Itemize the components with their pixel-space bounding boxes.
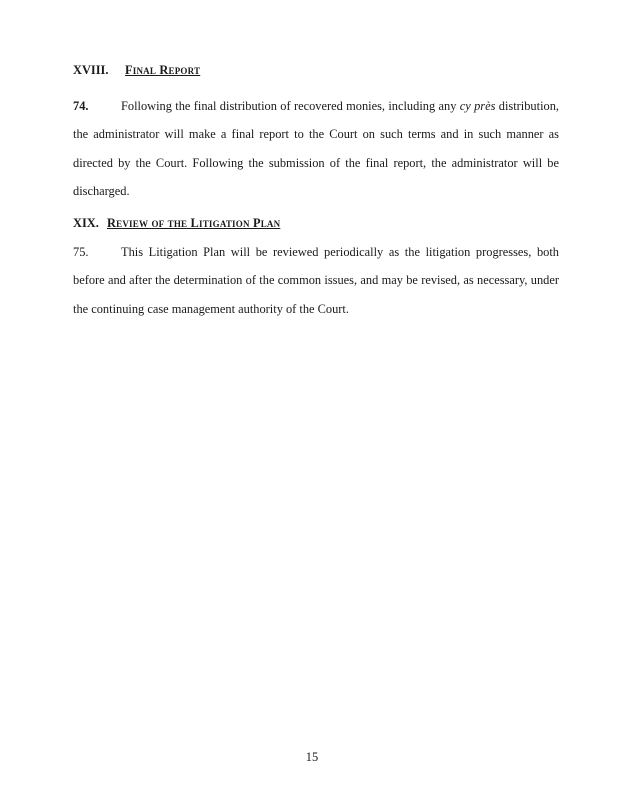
paragraph-text: Following the final distribution of recovered monies, including any cy près distribution, the administrator will make a final report to the Court on such terms and in such manner as directed by the Court. Following the submission of the final report, the administrator will be discharged. <box>73 98 559 199</box>
section-heading-final-report <box>73 56 559 85</box>
section-number: XIX. <box>73 215 99 230</box>
section-heading-review-litigation-plan <box>73 209 559 238</box>
section-title: Final Report <box>125 63 201 77</box>
paragraph-75 <box>73 238 559 324</box>
paragraph-74 <box>73 92 559 206</box>
section-number: XVIII. <box>73 63 109 77</box>
paragraph-number: 74. <box>73 98 89 113</box>
document-content <box>73 56 559 323</box>
section-title: Review of the Litigation Plan <box>107 215 281 230</box>
paragraph-text: This Litigation Plan will be reviewed periodically as the litigation progresses, both before and after the determination of the common issues, and may be revised, as necessary, under the continuing case management authority of the Court. <box>73 244 559 316</box>
page-footer <box>0 743 624 772</box>
page-number: 15 <box>305 750 319 764</box>
paragraph-number: 75. <box>73 244 89 259</box>
